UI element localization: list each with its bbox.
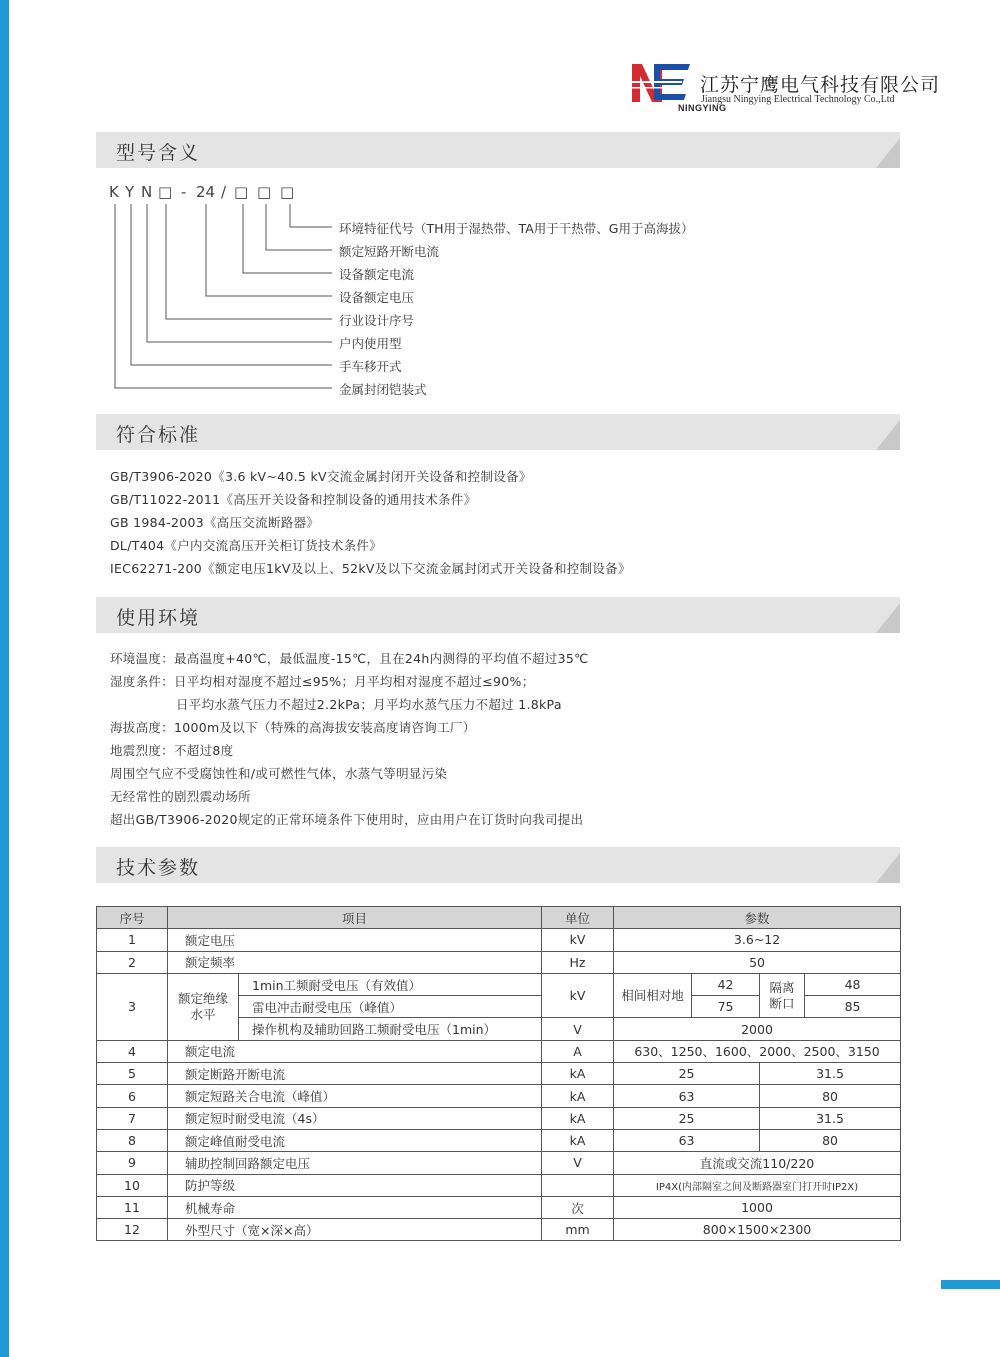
section-header-environment bbox=[96, 597, 900, 633]
tech-params-table bbox=[96, 906, 901, 1241]
table-row bbox=[97, 973, 901, 995]
cell-no: 1 bbox=[97, 929, 168, 951]
cell-value: 25 bbox=[614, 1063, 760, 1085]
table-row bbox=[97, 1174, 901, 1196]
model-label: 设备额定电流 bbox=[339, 267, 415, 282]
cell-unit: kV bbox=[542, 973, 614, 1018]
model-label: 额定短路开断电流 bbox=[339, 244, 440, 259]
cell-value: 25 bbox=[614, 1107, 760, 1129]
section-header-standards bbox=[96, 414, 900, 450]
cell-item: 额定短路关合电流（峰值） bbox=[168, 1085, 542, 1107]
company-name-cn: 江苏宁鹰电气科技有限公司 bbox=[700, 74, 941, 96]
cell-unit: V bbox=[542, 1018, 614, 1040]
model-code-char: K bbox=[109, 183, 119, 201]
model-label: 手车移开式 bbox=[339, 359, 402, 374]
cell-item: 额定短时耐受电流（4s） bbox=[168, 1107, 542, 1129]
model-code-char: □ bbox=[280, 183, 295, 201]
model-code-char: / bbox=[221, 183, 227, 201]
standard-item: IEC62271-200《额定电压1kV及以上、52kV及以下交流金属封闭式开关设备和控制设备》 bbox=[110, 561, 631, 576]
cell-no: 10 bbox=[97, 1174, 168, 1196]
cell-value: 直流或交流110/220 bbox=[614, 1152, 901, 1174]
cell-no: 8 bbox=[97, 1129, 168, 1151]
cell-no: 7 bbox=[97, 1107, 168, 1129]
company-name-en: Jiangsu Ningying Electrical Technology Co.,Ltd bbox=[701, 94, 895, 105]
section-title: 型号含义 bbox=[116, 142, 201, 164]
header-item: 项目 bbox=[168, 907, 542, 929]
cell-value: 63 bbox=[614, 1129, 760, 1151]
cell-unit: 次 bbox=[542, 1196, 614, 1218]
model-label: 环境特征代号（TH用于湿热带、TA用于干热带、G用于高海拔） bbox=[339, 221, 694, 236]
environment-item: 日平均水蒸气压力不超过2.2kPa；月平均水蒸气压力不超过 1.8kPa bbox=[176, 697, 562, 712]
cell-unit: kA bbox=[542, 1129, 614, 1151]
table-row bbox=[97, 929, 901, 951]
model-label: 户内使用型 bbox=[339, 336, 402, 351]
cell-value: 630、1250、1600、2000、2500、3150 bbox=[614, 1040, 901, 1062]
section-title: 技术参数 bbox=[116, 857, 201, 879]
cell-no: 12 bbox=[97, 1219, 168, 1241]
cell-value: 2000 bbox=[614, 1018, 901, 1040]
section-title: 符合标准 bbox=[116, 424, 201, 446]
cell-item: 防护等级 bbox=[168, 1174, 542, 1196]
model-code-char: □ bbox=[257, 183, 272, 201]
standard-item: DL/T404《户内交流高压开关柜订货技术条件》 bbox=[110, 538, 382, 553]
cell-value: 85 bbox=[805, 996, 901, 1018]
cell-value: 31.5 bbox=[760, 1107, 901, 1129]
table-row bbox=[97, 1152, 901, 1174]
cell-insulation-label: 额定绝缘水平 bbox=[168, 973, 239, 1040]
environment-item: 湿度条件：日平均相对湿度不超过≤95%；月平均相对湿度不超过≤90%； bbox=[110, 674, 535, 689]
model-code-char: Y bbox=[125, 183, 135, 201]
standard-item: GB/T3906-2020《3.6 kV~40.5 kV交流金属封闭开关设备和控制设备》 bbox=[110, 469, 532, 484]
cell-item: 机械寿命 bbox=[168, 1196, 542, 1218]
model-code-char: - bbox=[181, 183, 187, 201]
cell-no: 6 bbox=[97, 1085, 168, 1107]
cell-value: 80 bbox=[760, 1085, 901, 1107]
cell-sub-item: 操作机构及辅助回路工频耐受电压（1min） bbox=[239, 1018, 542, 1040]
model-connector-lines bbox=[0, 0, 1000, 400]
model-code-char: N bbox=[141, 183, 153, 201]
header-no: 序号 bbox=[97, 907, 168, 929]
cell-value: 80 bbox=[760, 1129, 901, 1151]
cell-item: 额定电压 bbox=[168, 929, 542, 951]
cell-unit: kA bbox=[542, 1085, 614, 1107]
table-header-row bbox=[97, 907, 901, 929]
cell-unit: Hz bbox=[542, 951, 614, 973]
cell-sub-item: 1min工频耐受电压（有效值） bbox=[239, 973, 542, 995]
model-label: 行业设计序号 bbox=[339, 313, 415, 328]
table-row bbox=[97, 1040, 901, 1062]
model-label: 金属封闭铠装式 bbox=[339, 382, 427, 397]
environment-item: 周围空气应不受腐蚀性和/或可燃性气体，水蒸气等明显污染 bbox=[110, 766, 448, 781]
cell-no: 4 bbox=[97, 1040, 168, 1062]
model-label: 设备额定电压 bbox=[339, 290, 415, 305]
cell-item: 额定断路开断电流 bbox=[168, 1063, 542, 1085]
cell-no: 11 bbox=[97, 1196, 168, 1218]
cell-item: 额定峰值耐受电流 bbox=[168, 1129, 542, 1151]
logo-wordmark: NINGYING bbox=[678, 103, 727, 113]
cell-item: 额定电流 bbox=[168, 1040, 542, 1062]
section-header-params bbox=[96, 847, 900, 883]
environment-item: 超出GB/T3906-2020规定的正常环境条件下使用时，应由用户在订货时向我司提出 bbox=[110, 812, 584, 827]
table-row bbox=[97, 1219, 901, 1241]
environment-item: 海拔高度：1000m及以下（特殊的高海拔安装高度请咨询工厂） bbox=[110, 720, 476, 735]
header-param: 参数 bbox=[614, 907, 901, 929]
model-code-char: 24 bbox=[196, 183, 216, 201]
cell-unit: kA bbox=[542, 1107, 614, 1129]
cell-item: 外型尺寸（宽×深×高） bbox=[168, 1219, 542, 1241]
cell-unit: kA bbox=[542, 1063, 614, 1085]
table-row bbox=[97, 1129, 901, 1151]
cell-item: 辅助控制回路额定电压 bbox=[168, 1152, 542, 1174]
cell-unit: mm bbox=[542, 1219, 614, 1241]
section-title: 使用环境 bbox=[116, 607, 201, 629]
cell-value: 31.5 bbox=[760, 1063, 901, 1085]
cell-phase-label: 相间相对地 bbox=[614, 973, 692, 1018]
cell-unit bbox=[542, 1174, 614, 1196]
standard-item: GB/T11022-2011《高压开关设备和控制设备的通用技术条件》 bbox=[110, 492, 477, 507]
environment-item: 环境温度：最高温度+40℃，最低温度-15℃，且在24h内测得的平均值不超过35℃ bbox=[110, 651, 589, 666]
cell-value: 1000 bbox=[614, 1196, 901, 1218]
environment-item: 地震烈度：不超过8度 bbox=[110, 743, 234, 758]
cell-break-label: 隔离断口 bbox=[760, 973, 805, 1018]
cell-sub-item: 雷电冲击耐受电压（峰值） bbox=[239, 996, 542, 1018]
model-code-char: □ bbox=[158, 183, 173, 201]
table-row bbox=[97, 1063, 901, 1085]
table-row bbox=[97, 1107, 901, 1129]
page-tab-marker bbox=[941, 1280, 1000, 1289]
model-code-char: □ bbox=[234, 183, 249, 201]
cell-value: 42 bbox=[692, 973, 760, 995]
cell-unit: V bbox=[542, 1152, 614, 1174]
cell-unit: kV bbox=[542, 929, 614, 951]
cell-value: IP4X(内部隔室之间及断路器室门打开时IP2X) bbox=[614, 1174, 901, 1196]
cell-value: 75 bbox=[692, 996, 760, 1018]
cell-value: 48 bbox=[805, 973, 901, 995]
table-row bbox=[97, 1085, 901, 1107]
cell-value: 3.6~12 bbox=[614, 929, 901, 951]
cell-no: 3 bbox=[97, 973, 168, 1040]
cell-value: 800×1500×2300 bbox=[614, 1219, 901, 1241]
header-unit: 单位 bbox=[542, 907, 614, 929]
table-row bbox=[97, 1196, 901, 1218]
standard-item: GB 1984-2003《高压交流断路器》 bbox=[110, 515, 320, 530]
environment-item: 无经常性的剧烈震动场所 bbox=[110, 789, 251, 804]
table-row bbox=[97, 951, 901, 973]
cell-item: 额定频率 bbox=[168, 951, 542, 973]
cell-value: 50 bbox=[614, 951, 901, 973]
cell-value: 63 bbox=[614, 1085, 760, 1107]
cell-unit: A bbox=[542, 1040, 614, 1062]
cell-no: 5 bbox=[97, 1063, 168, 1085]
cell-no: 9 bbox=[97, 1152, 168, 1174]
cell-no: 2 bbox=[97, 951, 168, 973]
